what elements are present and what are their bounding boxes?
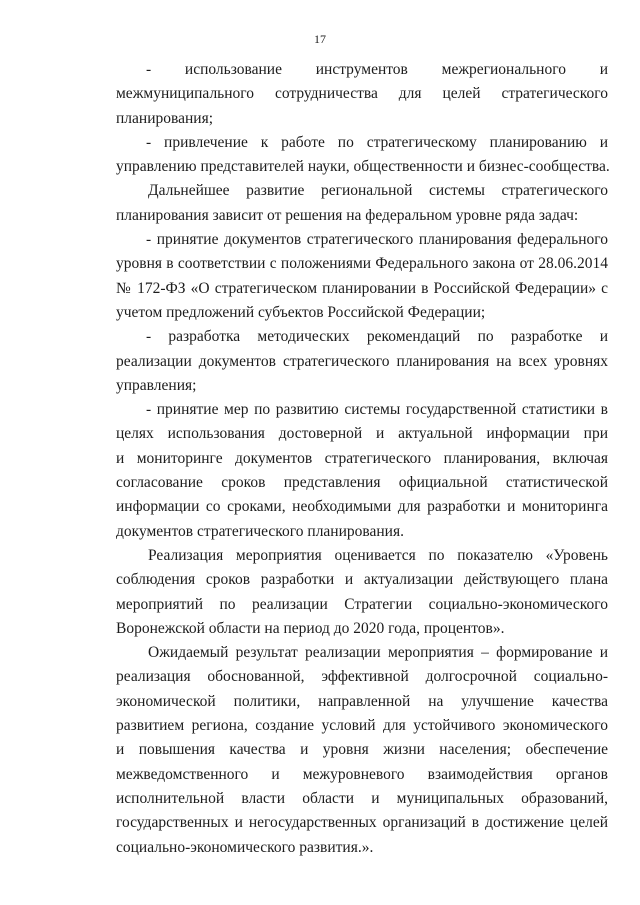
text-line: информации со сроками, необходимыми для разработки и мониторинга	[116, 498, 608, 516]
text-line: планирования;	[116, 109, 214, 127]
text-line: Воронежской области на период до 2020 года, процентов».	[116, 619, 505, 637]
text-line: Реализация мероприятия оценивается по показателю «Уровень	[148, 546, 608, 564]
text-line: и повышения качества и уровня жизни населения; обеспечение	[116, 741, 608, 759]
text-line: - использование инструментов межрегионального и	[146, 61, 608, 78]
text-line: управления;	[116, 376, 197, 394]
body-text	[116, 58, 608, 860]
text-line: государственных и негосударственных организаций в достижение целей	[116, 814, 608, 832]
text-line: исполнительной власти области и муниципальных образований,	[116, 789, 608, 807]
text-line: управлению представителей науки, общественности и бизнес-сообщества.	[116, 158, 610, 176]
text-line: межмуниципального сотрудничества для целей стратегического	[116, 85, 608, 103]
text-line: соблюдения сроков разработки и актуализации действующего плана	[116, 571, 608, 589]
text-line: согласование сроков представления официальной статистической	[116, 474, 608, 492]
text-line: - разработка методических рекомендаций по разработке и	[146, 328, 608, 346]
text-line: развитием региона, создание условий для устойчивого экономического	[116, 717, 608, 735]
text-line: реализация обоснованной, эффективной долгосрочной социально-	[116, 668, 608, 686]
text-line: социально-экономического развития.».	[116, 838, 374, 856]
text-line: реализации документов стратегического планирования на всех уровнях	[116, 352, 608, 370]
text-line: - привлечение к работе по стратегическому планированию и	[146, 133, 608, 151]
text-line: - принятие документов стратегического планирования федерального	[146, 231, 608, 249]
text-line: Дальнейшее развитие региональной системы стратегического	[148, 182, 608, 200]
text-line: учетом предложений субъектов Российской Федерации;	[116, 303, 486, 321]
page-number: 17	[314, 32, 326, 46]
text-line: Ожидаемый результат реализации мероприятия – формирование и	[148, 644, 608, 662]
text-line: № 172-ФЗ «О стратегическом планировании в Российской Федерации» с	[116, 279, 608, 297]
text-line: планирования зависит от решения на федеральном уровне ряда задач:	[116, 206, 579, 224]
text-line: целях использования достоверной и актуальной информации при	[116, 425, 608, 443]
text-line: мероприятий по реализации Стратегии социально-экономического	[116, 595, 608, 613]
text-line: - принятие мер по развитию системы государственной статистики в	[146, 401, 608, 419]
text-line: уровня в соответствии с положениями Федерального закона от 28.06.2014	[116, 255, 608, 273]
text-line: экономической политики, направленной на улучшение качества	[116, 692, 608, 710]
text-line: и мониторинге документов стратегического планирования, включая	[116, 449, 608, 467]
text-line: документов стратегического планирования.	[116, 522, 404, 540]
text-line: межведомственного и межуровневого взаимодействия органов	[116, 765, 608, 783]
